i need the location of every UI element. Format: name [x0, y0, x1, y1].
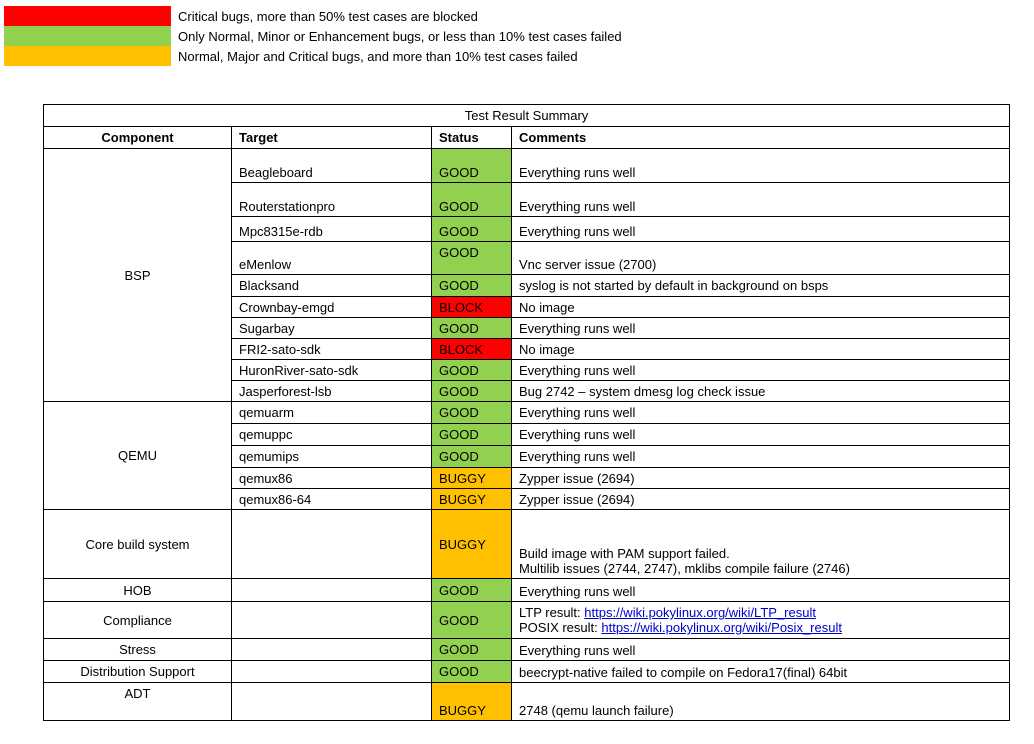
comment-cell: Everything runs well: [512, 424, 1010, 446]
comment-cell: Everything runs well: [512, 360, 1010, 381]
comment-cell: Everything runs well: [512, 149, 1010, 183]
status-cell: GOOD: [432, 360, 512, 381]
ltp-result-label: LTP result:: [519, 605, 585, 620]
status-cell: GOOD: [432, 242, 512, 275]
table-title-row: [44, 105, 1010, 127]
legend-swatch-red: [4, 6, 171, 26]
component-distribution-support: Distribution Support: [44, 661, 232, 683]
comment-line: Multilib issues (2744, 2747), mklibs compile failure (2746): [519, 561, 850, 576]
status-cell: GOOD: [432, 639, 512, 661]
comment-cell: 2748 (qemu launch failure): [512, 683, 1010, 721]
legend: [4, 6, 622, 66]
posix-result-line: [519, 620, 1002, 635]
target-cell: FRI2-sato-sdk: [232, 339, 432, 360]
status-cell: GOOD: [432, 318, 512, 339]
status-cell: GOOD: [432, 217, 512, 242]
status-cell: GOOD: [432, 579, 512, 602]
ltp-result-line: [519, 605, 1002, 620]
posix-result-link[interactable]: https://wiki.pokylinux.org/wiki/Posix_result: [601, 620, 842, 635]
comment-cell: Everything runs well: [512, 402, 1010, 424]
comment-cell: [512, 510, 1010, 579]
comment-cell: Everything runs well: [512, 183, 1010, 217]
table-row: [44, 402, 1010, 424]
table-row: [44, 149, 1010, 183]
target-cell: Beagleboard: [232, 149, 432, 183]
target-cell: [232, 602, 432, 639]
comment-cell: syslog is not started by default in background on bsps: [512, 275, 1010, 297]
target-cell: eMenlow: [232, 242, 432, 275]
status-cell: BLOCK: [432, 339, 512, 360]
status-cell: GOOD: [432, 183, 512, 217]
component-hob: HOB: [44, 579, 232, 602]
comment-cell: Everything runs well: [512, 217, 1010, 242]
component-stress: Stress: [44, 639, 232, 661]
legend-label: Normal, Major and Critical bugs, and more than 10% test cases failed: [178, 48, 578, 64]
target-cell: [232, 661, 432, 683]
status-cell: GOOD: [432, 402, 512, 424]
comment-cell: Everything runs well: [512, 446, 1010, 468]
component-bsp: BSP: [44, 149, 232, 402]
target-cell: qemumips: [232, 446, 432, 468]
legend-item-good: [4, 26, 622, 46]
status-cell: GOOD: [432, 275, 512, 297]
header-status: Status: [432, 127, 512, 149]
status-cell: GOOD: [432, 149, 512, 183]
target-cell: Sugarbay: [232, 318, 432, 339]
target-cell: qemux86: [232, 468, 432, 489]
status-cell: BUGGY: [432, 468, 512, 489]
table-row: [44, 510, 1010, 579]
component-compliance: Compliance: [44, 602, 232, 639]
status-cell: GOOD: [432, 381, 512, 402]
comment-cell: [512, 602, 1010, 639]
test-result-summary-table: [43, 104, 1010, 721]
target-cell: [232, 579, 432, 602]
comment-cell: Zypper issue (2694): [512, 468, 1010, 489]
status-cell: BUGGY: [432, 489, 512, 510]
legend-item-buggy: [4, 46, 622, 66]
comment-line: Build image with PAM support failed.: [519, 546, 730, 561]
status-cell: BLOCK: [432, 297, 512, 318]
table-header-row: [44, 127, 1010, 149]
status-cell: GOOD: [432, 661, 512, 683]
comment-cell: Bug 2742 – system dmesg log check issue: [512, 381, 1010, 402]
comment-cell: Everything runs well: [512, 639, 1010, 661]
target-cell: Routerstationpro: [232, 183, 432, 217]
header-target: Target: [232, 127, 432, 149]
target-cell: Blacksand: [232, 275, 432, 297]
ltp-result-link[interactable]: https://wiki.pokylinux.org/wiki/LTP_result: [584, 605, 816, 620]
component-adt: ADT: [44, 683, 232, 721]
target-cell: Jasperforest-lsb: [232, 381, 432, 402]
legend-swatch-green: [4, 26, 171, 46]
table-title: Test Result Summary: [44, 105, 1010, 127]
comment-cell: Zypper issue (2694): [512, 489, 1010, 510]
status-cell: BUGGY: [432, 510, 512, 579]
table-row: [44, 683, 1010, 721]
status-cell: GOOD: [432, 602, 512, 639]
target-cell: Mpc8315e-rdb: [232, 217, 432, 242]
comment-cell: Everything runs well: [512, 579, 1010, 602]
status-cell: BUGGY: [432, 683, 512, 721]
legend-item-critical: [4, 6, 622, 26]
component-core-build-system: Core build system: [44, 510, 232, 579]
table-row: [44, 661, 1010, 683]
target-cell: [232, 639, 432, 661]
target-cell: Crownbay-emgd: [232, 297, 432, 318]
table-row: [44, 579, 1010, 602]
comment-cell: No image: [512, 339, 1010, 360]
target-cell: [232, 510, 432, 579]
component-qemu: QEMU: [44, 402, 232, 510]
legend-label: Critical bugs, more than 50% test cases are blocked: [178, 8, 478, 24]
target-cell: qemux86-64: [232, 489, 432, 510]
target-cell: qemuarm: [232, 402, 432, 424]
comment-cell: Everything runs well: [512, 318, 1010, 339]
table-row: [44, 639, 1010, 661]
comment-cell: beecrypt-native failed to compile on Fedora17(final) 64bit: [512, 661, 1010, 683]
legend-swatch-orange: [4, 46, 171, 66]
target-cell: qemuppc: [232, 424, 432, 446]
header-component: Component: [44, 127, 232, 149]
target-cell: [232, 683, 432, 721]
header-comments: Comments: [512, 127, 1010, 149]
comment-cell: Vnc server issue (2700): [512, 242, 1010, 275]
comment-cell: No image: [512, 297, 1010, 318]
legend-label: Only Normal, Minor or Enhancement bugs, or less than 10% test cases failed: [178, 28, 622, 44]
status-cell: GOOD: [432, 424, 512, 446]
posix-result-label: POSIX result:: [519, 620, 602, 635]
target-cell: HuronRiver-sato-sdk: [232, 360, 432, 381]
status-cell: GOOD: [432, 446, 512, 468]
table-row: [44, 602, 1010, 639]
